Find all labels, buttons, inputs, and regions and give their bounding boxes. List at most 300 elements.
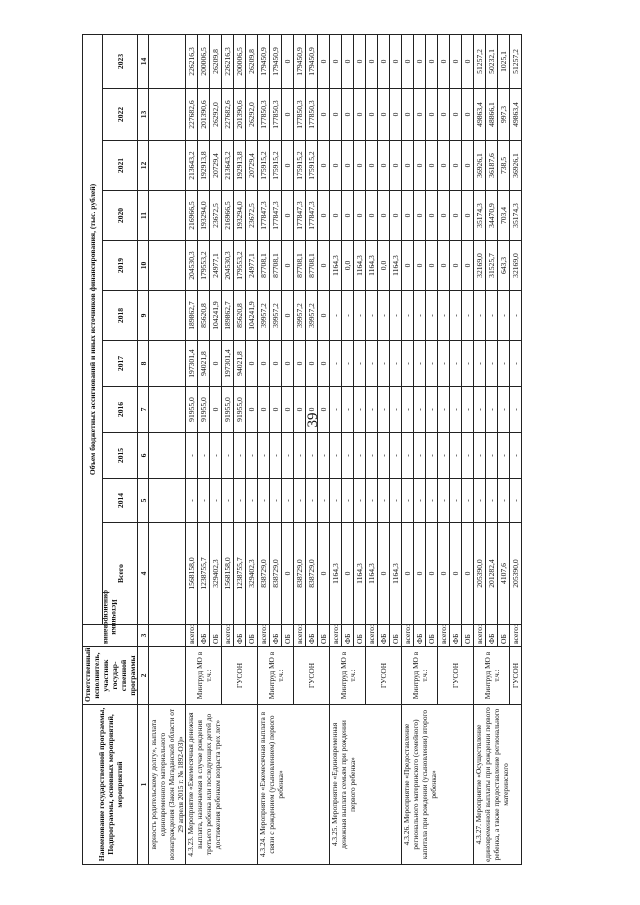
amount-cell: 177850,3 [270,89,282,141]
amount-cell: 1238755,7 [198,523,210,625]
responsible-executor: ГУСОН [366,647,402,705]
col-number: 14 [138,34,149,88]
amount-cell: 0 [282,191,294,241]
amount-cell: - [390,341,402,387]
amount-cell: 0 [438,34,450,88]
funding-source: всего: [186,625,198,647]
amount-cell: - [498,387,510,433]
amount-cell: - [294,479,306,523]
amount-cell: - [342,479,354,523]
amount-cell: 213643,2 [222,141,234,191]
header-year-2021: 2021 [103,141,138,191]
amount-cell: 0 [318,241,330,291]
amount-cell [149,191,186,241]
header-volume: Объем бюджетных ассигнований и иных источников финансирования, (тыс. рублей) [83,34,103,624]
amount-cell: 201390,6 [234,89,246,141]
amount-cell: 179450,9 [258,34,270,88]
amount-cell: - [510,479,522,523]
amount-cell: - [426,291,438,341]
amount-cell: 0 [402,34,414,88]
table-row [474,34,486,864]
amount-cell: - [390,387,402,433]
amount-cell: - [354,291,366,341]
amount-cell: 0 [438,523,450,625]
amount-cell: 0 [402,191,414,241]
amount-cell: 216966,5 [186,191,198,241]
amount-cell: 193294,0 [234,191,246,241]
amount-cell: 227682,6 [186,89,198,141]
amount-cell: 94021,8 [198,341,210,387]
amount-cell: - [438,341,450,387]
amount-cell: - [402,387,414,433]
amount-cell: - [354,433,366,479]
amount-cell: 0 [318,34,330,88]
header-total: Всего [103,523,138,625]
responsible-executor: ГУСОН [510,647,522,705]
col-number: 2 [138,647,149,705]
amount-cell: 85620,8 [234,291,246,341]
amount-cell [149,387,186,433]
amount-cell: 1164,3 [366,523,378,625]
responsible-executor [149,647,186,705]
amount-cell: 177850,3 [258,89,270,141]
amount-cell: 0 [330,89,342,141]
amount-cell: 0 [282,34,294,88]
amount-cell: 0 [426,191,438,241]
amount-cell: 193294,0 [198,191,210,241]
col-number: 10 [138,241,149,291]
amount-cell: 175915,2 [270,141,282,191]
amount-cell [149,479,186,523]
amount-cell: 179553,2 [234,241,246,291]
funding-source: всего: [402,625,414,647]
amount-cell: 838729,0 [270,523,282,625]
responsible-executor: ГУСОН [294,647,330,705]
amount-cell: - [462,341,474,387]
amount-cell: 31525,7 [486,241,498,291]
amount-cell: - [462,433,474,479]
amount-cell: - [366,291,378,341]
header-row-1 [83,34,103,864]
amount-cell: - [462,387,474,433]
amount-cell: 32169,0 [474,241,486,291]
amount-cell: - [474,479,486,523]
amount-cell: 0 [438,191,450,241]
amount-cell: 1238755,7 [234,523,246,625]
amount-cell: - [282,479,294,523]
funding-source: ОБ [282,625,294,647]
funding-source [149,625,186,647]
amount-cell: 0 [438,241,450,291]
amount-cell: 0 [354,191,366,241]
amount-cell: 36187,6 [486,141,498,191]
funding-source: ФБ [270,625,282,647]
funding-source: ФБ [306,625,318,647]
amount-cell: - [486,387,498,433]
amount-cell: 177850,3 [306,89,318,141]
amount-cell: 200006,5 [234,34,246,88]
amount-cell: 91955,0 [222,387,234,433]
amount-cell [149,523,186,625]
amount-cell: 997,3 [498,89,510,141]
amount-cell: 1164,3 [354,241,366,291]
amount-cell: 0 [426,34,438,88]
amount-cell: - [390,433,402,479]
amount-cell: 26209,8 [210,34,222,88]
amount-cell: - [342,433,354,479]
amount-cell: 0 [450,523,462,625]
funding-source: ФБ [486,625,498,647]
header-name: Наименование государственной программы, Подпрограммы, основных мероприятий, мероприятий [83,705,138,865]
amount-cell: 177847,3 [270,191,282,241]
header-year-2018: 2018 [103,291,138,341]
amount-cell: - [498,479,510,523]
amount-cell: - [270,479,282,523]
header-source-label: Источники финансирования [102,590,118,645]
amount-cell: 0 [282,291,294,341]
amount-cell: 643,3 [498,241,510,291]
amount-cell: - [486,291,498,341]
amount-cell: 205390,0 [510,523,522,625]
amount-cell: - [258,479,270,523]
amount-cell: 24977,1 [246,241,258,291]
amount-cell: 39957,2 [270,291,282,341]
amount-cell: - [318,479,330,523]
col-number: 11 [138,191,149,241]
amount-cell: 201390,6 [198,89,210,141]
col-number: 3 [138,625,149,647]
amount-cell: 1164,3 [354,523,366,625]
funding-source: ФБ [378,625,390,647]
amount-cell: 87708,1 [306,241,318,291]
measure-name: 4.3.24. Мероприятие «Ежемесячная выплата в связи с рождением (усыновлением) первого ребенка» [258,705,330,865]
amount-cell: - [378,433,390,479]
amount-cell: 0 [366,191,378,241]
amount-cell: 0 [450,191,462,241]
header-year-2017: 2017 [103,341,138,387]
amount-cell: 32169,0 [510,241,522,291]
amount-cell: - [198,479,210,523]
amount-cell: 204530,3 [186,241,198,291]
amount-cell: - [234,433,246,479]
amount-cell: 1025,1 [498,34,510,88]
amount-cell: 192913,8 [234,141,246,191]
amount-cell: 0 [414,241,426,291]
amount-cell: - [462,479,474,523]
amount-cell: 35174,3 [510,191,522,241]
amount-cell: 23672,5 [246,191,258,241]
amount-cell: 0 [414,34,426,88]
amount-cell: - [486,479,498,523]
amount-cell: 0 [282,89,294,141]
amount-cell: 23672,5 [210,191,222,241]
amount-cell: 20729,4 [210,141,222,191]
amount-cell: 0 [342,523,354,625]
amount-cell: 703,4 [498,191,510,241]
amount-cell: 0 [354,89,366,141]
amount-cell: 0 [378,191,390,241]
amount-cell: 0 [402,89,414,141]
funding-source: ОБ [354,625,366,647]
amount-cell: 0 [354,141,366,191]
amount-cell: 175915,2 [294,141,306,191]
amount-cell: 34470,9 [486,191,498,241]
amount-cell [149,433,186,479]
funding-source: всего: [258,625,270,647]
amount-cell: 0 [318,523,330,625]
amount-cell: 0 [402,141,414,191]
funding-source: ОБ [390,625,402,647]
amount-cell: 1568158,0 [222,523,234,625]
amount-cell: 189862,7 [186,291,198,341]
amount-cell: 0 [282,523,294,625]
amount-cell: 1164,3 [390,523,402,625]
header-year-2020: 2020 [103,191,138,241]
amount-cell: 838729,0 [258,523,270,625]
amount-cell: 0 [426,89,438,141]
amount-cell: 0 [318,291,330,341]
amount-cell: 51257,2 [474,34,486,88]
amount-cell: - [498,433,510,479]
amount-cell: - [474,433,486,479]
amount-cell: 0 [282,341,294,387]
header-year-2022: 2022 [103,89,138,141]
amount-cell: - [510,433,522,479]
header-year-2015: 2015 [103,433,138,479]
amount-cell: 179450,9 [306,34,318,88]
funding-source: ОБ [462,625,474,647]
table-row [330,34,342,864]
amount-cell: 0 [426,523,438,625]
amount-cell: 0 [342,191,354,241]
amount-cell: 0 [330,141,342,191]
amount-cell: 39957,2 [306,291,318,341]
amount-cell: 0 [378,141,390,191]
amount-cell: 0 [462,34,474,88]
amount-cell: - [474,341,486,387]
amount-cell: - [330,479,342,523]
amount-cell: 0 [426,241,438,291]
header-year-2019: 2019 [103,241,138,291]
amount-cell: - [270,433,282,479]
amount-cell: 0 [402,241,414,291]
amount-cell: 0 [450,141,462,191]
amount-cell: 1164,3 [390,241,402,291]
col-number: 4 [138,523,149,625]
amount-cell: 179450,9 [270,34,282,88]
amount-cell: - [450,291,462,341]
funding-source: ОБ [318,625,330,647]
funding-source: ФБ [414,625,426,647]
amount-cell: - [318,433,330,479]
amount-cell: 0 [354,34,366,88]
amount-cell: 201282,4 [486,523,498,625]
amount-cell: 91955,0 [234,387,246,433]
amount-cell: 205390,0 [474,523,486,625]
amount-cell: 104241,9 [246,291,258,341]
col-number: 5 [138,479,149,523]
amount-cell: 179553,2 [198,241,210,291]
amount-cell: 0 [414,191,426,241]
amount-cell: 0 [462,523,474,625]
amount-cell: 26209,8 [246,34,258,88]
col-number: 8 [138,341,149,387]
amount-cell: 20729,4 [246,141,258,191]
amount-cell: 0 [366,34,378,88]
page-number: 39 [305,412,321,428]
amount-cell: - [186,433,198,479]
amount-cell: 0 [330,34,342,88]
amount-cell: 87708,1 [294,241,306,291]
amount-cell: - [366,387,378,433]
amount-cell: - [198,433,210,479]
measure-name: верность родительскому долгу», выплата единовременного материального вознаграждения (Закон Магаданской области от 29 апреля 2015 г. № 1892-ОЗ)» [149,705,186,865]
responsible-executor: ГУСОН [222,647,258,705]
amount-cell: - [354,479,366,523]
amount-cell: - [294,433,306,479]
amount-cell: - [414,387,426,433]
amount-cell: - [366,479,378,523]
amount-cell: 1568158,0 [186,523,198,625]
amount-cell: 0 [438,89,450,141]
amount-cell: 91955,0 [198,387,210,433]
rotated-table-container [82,35,582,865]
header-col-numbers [138,34,149,864]
amount-cell: - [366,341,378,387]
funding-source: ФБ [198,625,210,647]
amount-cell: - [450,341,462,387]
amount-cell [149,89,186,141]
col-number: 6 [138,433,149,479]
amount-cell: 179450,9 [294,34,306,88]
amount-cell: - [330,433,342,479]
amount-cell: - [510,341,522,387]
amount-cell: - [474,387,486,433]
amount-cell: 329402,3 [246,523,258,625]
amount-cell: - [474,291,486,341]
amount-cell: - [378,479,390,523]
amount-cell: 35174,3 [474,191,486,241]
amount-cell: 197301,4 [222,341,234,387]
amount-cell: 329402,3 [210,523,222,625]
amount-cell: 213643,2 [186,141,198,191]
amount-cell: 1164,3 [330,241,342,291]
amount-cell [149,34,186,88]
amount-cell: - [378,341,390,387]
amount-cell: - [330,387,342,433]
amount-cell: 0 [378,523,390,625]
funding-source: всего: [510,625,522,647]
amount-cell: 738,5 [498,141,510,191]
amount-cell: - [402,479,414,523]
amount-cell: 192913,8 [198,141,210,191]
amount-cell: 838729,0 [294,523,306,625]
amount-cell: 0 [330,191,342,241]
responsible-executor: Минтруд МО в т.ч.: [330,647,366,705]
amount-cell: 0 [342,141,354,191]
amount-cell: 0 [462,89,474,141]
header-year-2016: 2016 [103,387,138,433]
amount-cell: 0 [450,241,462,291]
amount-cell: 91955,0 [186,387,198,433]
amount-cell: 0 [462,241,474,291]
amount-cell: - [222,433,234,479]
amount-cell: - [342,387,354,433]
amount-cell: - [486,433,498,479]
amount-cell: 0 [258,341,270,387]
header-year-2023: 2023 [103,34,138,88]
col-number: 13 [138,89,149,141]
amount-cell: 0 [258,387,270,433]
amount-cell: - [402,291,414,341]
amount-cell: - [486,341,498,387]
amount-cell: 0 [210,341,222,387]
amount-cell: 48866,1 [486,89,498,141]
amount-cell: - [354,387,366,433]
amount-cell: 0 [462,141,474,191]
amount-cell: 175915,2 [258,141,270,191]
amount-cell: - [414,291,426,341]
funding-source: ФБ [234,625,246,647]
amount-cell: 39957,2 [258,291,270,341]
amount-cell: 26292,0 [210,89,222,141]
amount-cell: - [342,341,354,387]
amount-cell: - [186,479,198,523]
amount-cell: - [498,291,510,341]
amount-cell: - [450,433,462,479]
amount-cell [149,291,186,341]
amount-cell: 36926,1 [474,141,486,191]
amount-cell [149,341,186,387]
amount-cell: - [210,433,222,479]
measure-name: 4.3.27. Мероприятие «Осуществление единовременной выплаты при рождении первого ребенка, а также предоставление регионального материнского [474,705,522,865]
amount-cell: 36926,1 [510,141,522,191]
responsible-executor: Минтруд МО в т.ч.: [186,647,222,705]
amount-cell: 0 [318,387,330,433]
amount-cell: - [438,433,450,479]
amount-cell: - [510,387,522,433]
amount-cell: 0 [438,141,450,191]
amount-cell: - [222,479,234,523]
amount-cell: 0 [390,34,402,88]
funding-source: ОБ [210,625,222,647]
amount-cell: 175915,2 [306,141,318,191]
amount-cell: - [342,291,354,341]
amount-cell: 204530,3 [222,241,234,291]
amount-cell: - [246,479,258,523]
amount-cell: - [234,479,246,523]
amount-cell: - [426,341,438,387]
responsible-executor: ГУСОН [438,647,474,705]
amount-cell: - [378,291,390,341]
amount-cell: - [426,433,438,479]
responsible-executor: Минтруд МО в т.ч.: [402,647,438,705]
amount-cell: - [438,387,450,433]
amount-cell: 85620,8 [198,291,210,341]
amount-cell: 0 [402,523,414,625]
table-row [149,34,186,864]
amount-cell: - [426,387,438,433]
amount-cell: - [414,479,426,523]
responsible-executor: Минтруд МО в т.ч.: [474,647,510,705]
amount-cell: 0 [282,141,294,191]
amount-cell: 0 [306,387,318,433]
amount-cell: 0 [366,141,378,191]
amount-cell: 0 [270,341,282,387]
budget-table [82,34,522,865]
amount-cell: 0 [270,387,282,433]
col-number: 7 [138,387,149,433]
